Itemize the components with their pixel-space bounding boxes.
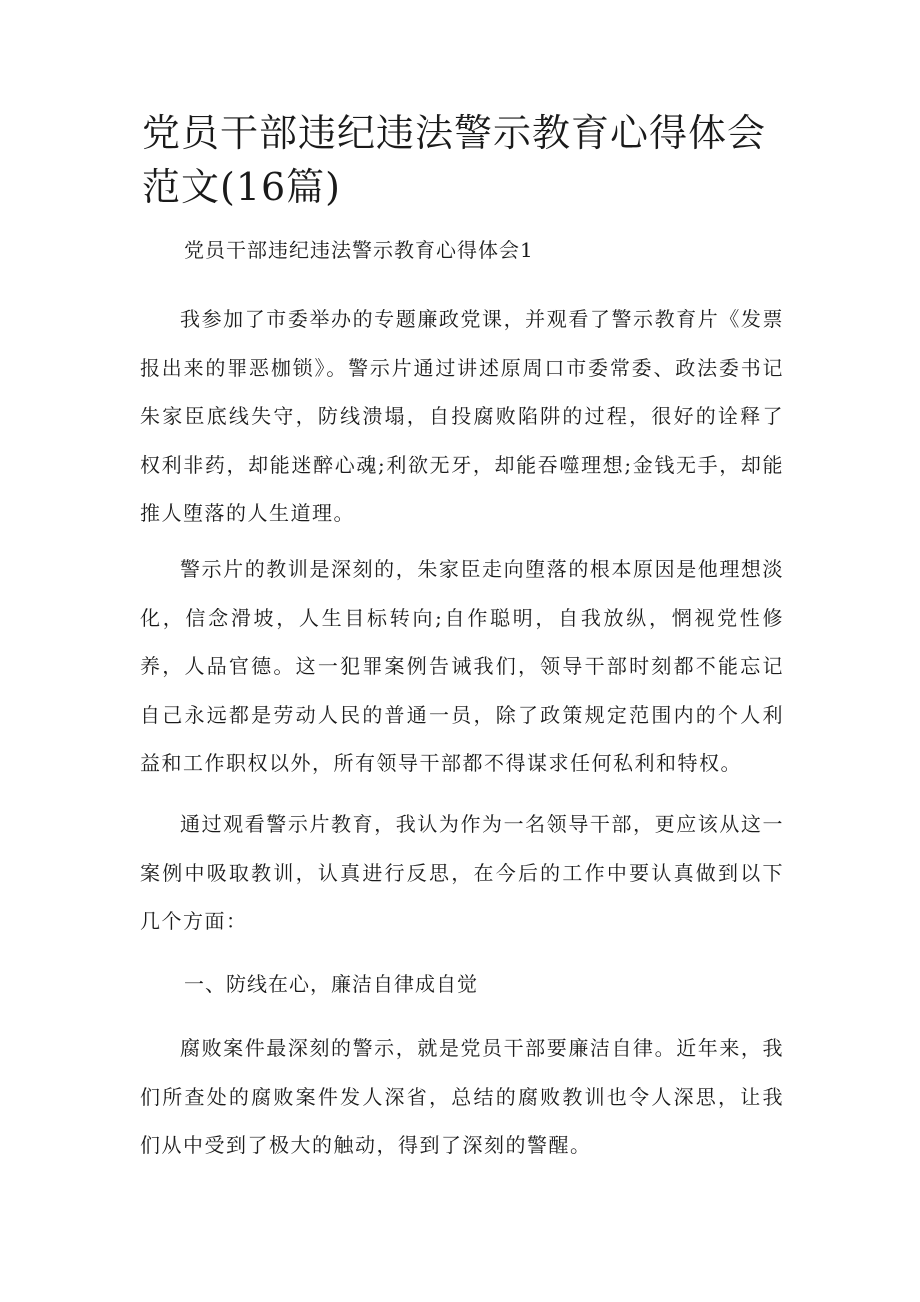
section-heading: 一、防线在心，廉洁自律成自觉: [184, 972, 478, 996]
document-title: 党员干部违纪违法警示教育心得体会范文(16篇): [142, 111, 767, 209]
body-paragraph: 通过观看警示片教育，我认为作为一名领导干部，更应该从这一案例中吸取教训，认真进行反思，在今后的工作中要认真做到以下几个方面：: [140, 812, 784, 934]
body-paragraph: 腐败案件最深刻的警示，就是党员干部要廉洁自律。近年来，我们所查处的腐败案件发人深省，总结的腐败教训也令人深思，让我们从中受到了极大的触动，得到了深刻的警醒。: [140, 1036, 784, 1158]
body-paragraph: 我参加了市委举办的专题廉政党课，并观看了警示教育片《发票报出来的罪恶枷锁》。警示片通过讲述原周口市委常委、政法委书记朱家臣底线失守，防线溃塌，自投腐败陷阱的过程，很好的诠释了权利非药，却能迷醉心魂;利欲无牙，却能吞噬理想;金钱无手，却能推人堕落的人生道理。: [140, 307, 784, 526]
document-subtitle: 党员干部违纪违法警示教育心得体会1: [184, 238, 534, 262]
body-paragraph: 警示片的教训是深刻的，朱家臣走向堕落的根本原因是他理想淡化，信念滑坡，人生目标转向;自作聪明，自我放纵，惘视党性修养，人品官德。这一犯罪案例告诫我们，领导干部时刻都不能忘记自己永远都是劳动人民的普通一员，除了政策规定范围内的个人利益和工作职权以外，所有领导干部都不得谋求任何私利和特权。: [140, 557, 784, 776]
